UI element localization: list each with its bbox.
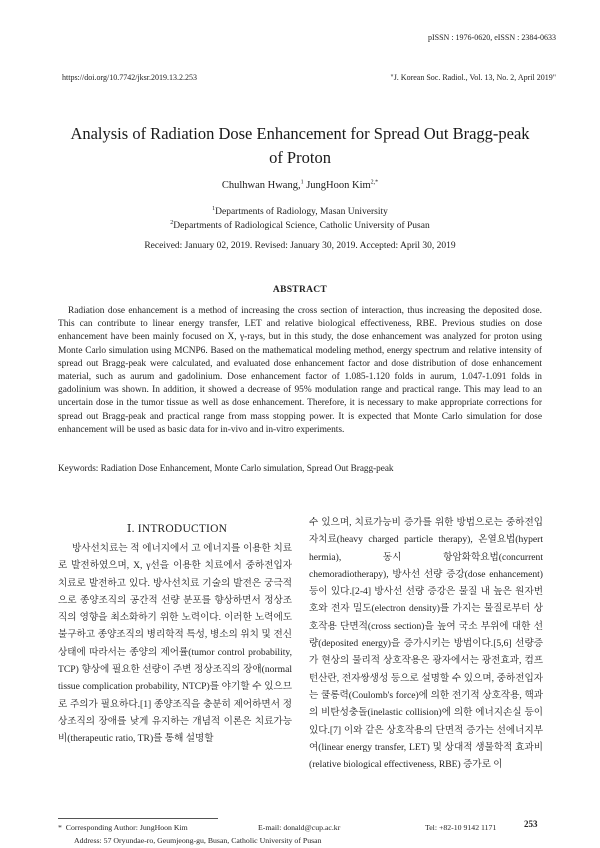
intro-left-column: 방사선치료는 적 에너지에서 고 에너지를 이용한 치료로 발전하였으며, X, γ선을 이용한 치료에서 중하전입자 치료로 발전하고 있다. 방사선치료 기술의 발전은 궁극적으로 종양조직의 공간적 선량 분포를 향상하면서 정상조직의 영향을 최소화하기 위한 노력이다. 이러한 노력에도 불구하고 종양조직의 병리학적 특성, 병소의 위치 및 전신 상태에 따라서는 종양의 제어률(tumor control probability, TCP) 향상에 필요한 선량이 주변 정상조직의 장애(normal tissue complication probability, NTCP)를 야기할 수 있으므로 주의가 필요하다.[1] 종양조직을 충분히 제어하면서 정상조직의 장애를 낮게 유지하는 개념적 이론은 치료가능비(therapeutic ratio, TR)를 통해 설명할 <box>58 543 292 745</box>
author-1-sup: 1 <box>300 179 304 186</box>
keywords: Keywords: Radiation Dose Enhancement, Monte Carlo simulation, Spread Out Bragg-peak <box>58 463 394 473</box>
author-email[interactable]: E-mail: donald@cup.ac.kr <box>258 823 341 832</box>
page-number: 253 <box>524 819 538 829</box>
aff-1-text: Departments of Radiology, Masan University <box>215 207 388 217</box>
author-tel: Tel: +82-10 9142 1171 <box>425 823 497 832</box>
title-line-1: Analysis of Radiation Dose Enhancement for Spread Out Bragg-peak <box>70 124 530 143</box>
aff-2-sup: 2 <box>170 219 174 226</box>
author-list <box>40 180 560 191</box>
corresponding-author: * Corresponding Author: JungHoon Kim <box>58 823 188 832</box>
footnote-separator <box>58 818 218 819</box>
section-heading-introduction: Ⅰ. INTRODUCTION <box>126 523 228 535</box>
abstract-heading: ABSTRACT <box>272 285 328 295</box>
author-2-sup: 2,* <box>370 179 379 186</box>
author-address: Address: 57 Oryundae-ro, Geumjeong-gu, Busan, Catholic University of Pusan <box>74 836 322 845</box>
affiliation-1 <box>40 207 560 217</box>
journal-citation: "J. Korean Soc. Radiol., Vol. 13, No. 2, April 2019" <box>390 73 556 82</box>
issn-line: pISSN : 1976-0620, eISSN : 2384-0633 <box>427 33 556 42</box>
author-2-name: JungHoon Kim <box>306 180 371 191</box>
author-1-name: Chulhwan Hwang, <box>221 180 301 191</box>
paper-title <box>50 122 550 170</box>
affiliation-2 <box>40 221 560 231</box>
received-dates: Received: January 02, 2019. Revised: January 30, 2019. Accepted: April 30, 2019 <box>144 241 456 251</box>
aff-2-text: Departments of Radiological Science, Catholic University of Pusan <box>173 221 430 231</box>
abstract-body: Radiation dose enhancement is a method of increasing the cross section of interaction, thus increasing the deposited dose. This can contribute to linear energy transfer, LET and relative biological effectiveness, RBE. Previous studies on dose enhancement have been mainly focused on X, γ-rays, but in this study, the dose enhancement was analyzed for proton using Monte Carlo simulation using MCNP6. Based on the mathematical modeling method, energy spectrum and relative intensity of spread out Bragg-peak were calculated, and evaluated dose enhancement factor and dose distribution of dose enhancement material, such as aurum and gadolinium. Dose enhancement factor of 1.085-1.120 folds in aurum, 1.047-1.091 folds in gadolinium was shown. In addition, it showed a decrease of 95% modulation range and practical range. This may lead to an uncertain dose in the tumor tissue as well as dose enhancement. Therefore, it is necessary to make appropriate corrections for spread out Bragg-peak and practical range from mass stopping power. It is expected that Monte Carlo simulation for dose enhancement will be used as basic data for in-vivo and in-vitro experiments. <box>58 306 542 435</box>
title-line-2: of Proton <box>269 148 331 167</box>
intro-right-column: 수 있으며, 치료가능비 증가를 위한 방법으로는 중하전입자치료(heavy charged particle therapy), 온열요법(hypert hermia), 동시 항암화학요법(concurrent chemoradiotherapy), 방사선 선량 증강(dose enhancement) 등이 있다.[2-4] 방사선 선량 증강은 물질 내 높은 원자번호와 전자 밀도(electron density)를 가지는 물질로부터 상호작용 단면적(cross section)을 높여 국소 부위에 대한 선량(deposited energy)을 증가시키는 방법이다.[5,6] 선량증가 현상의 물리적 상호작용은 광자에서는 광전효과, 컴프턴산란, 전자쌍생성 등으로 설명할 수 있으며, 중하전입자는 쿨롱력(Coulomb's force)에 의한 전기적 상호작용, 핵과의 비탄성충돌(inelastic collision)에 의한 에너지손실 등이 있다.[7] 이와 같은 상호작용의 단면적 증가는 선에너지부여(linear energy transfer, LET) 및 상대적 생물학적 효과비(relative biological effectiveness, RBE) 증가로 이 <box>309 517 543 771</box>
doi-link[interactable]: https://doi.org/10.7742/jksr.2019.13.2.253 <box>62 73 197 82</box>
aff-1-sup: 1 <box>212 205 216 212</box>
